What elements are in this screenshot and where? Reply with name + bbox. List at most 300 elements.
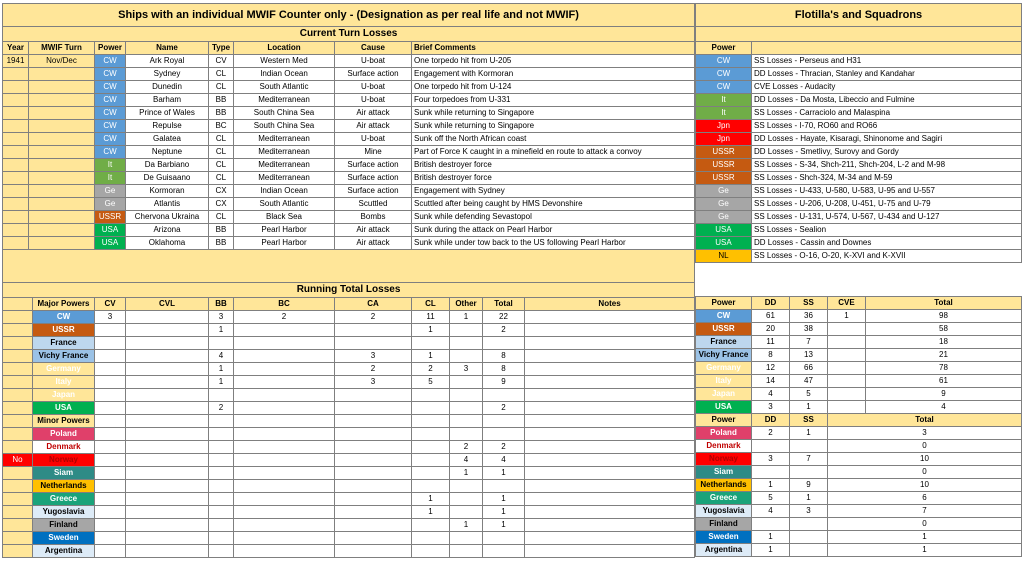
flot-total-cell[interactable]: 7 [828,505,1022,518]
flotilla-desc-cell[interactable]: DD Losses - Cassin and Downes [752,237,1022,250]
flot-power-cell[interactable]: Denmark [696,440,752,453]
run-other-cell[interactable] [450,337,483,350]
run-minor-cell-3[interactable] [234,454,335,467]
col-header-7[interactable]: Brief Comments [412,42,695,55]
run-total-cell[interactable] [483,337,525,350]
notes-cell[interactable] [525,480,695,493]
ship-name-cell[interactable]: Atlantis [126,198,209,211]
minor-header[interactable]: Minor Powers [33,415,95,428]
run-cl-cell[interactable]: 2 [412,363,450,376]
run-header-4[interactable]: BC [234,298,335,311]
flotilla-desc-cell[interactable]: SS Losses - U-433, U-580, U-583, U-95 and U-557 [752,185,1022,198]
run-cv-cell[interactable] [95,324,126,337]
flot-dd-cell[interactable] [752,440,790,453]
run-bb-cell[interactable]: 3 [209,311,234,324]
run-power-cell[interactable]: Greece [33,493,95,506]
power-cell[interactable]: USSR [95,211,126,224]
cause-cell[interactable]: U-boat [335,55,412,68]
ship-name-cell[interactable]: Prince of Wales [126,107,209,120]
location-cell[interactable]: Mediterranean [234,159,335,172]
flot-power-cell[interactable]: Siam [696,466,752,479]
cause-cell[interactable]: Surface action [335,68,412,81]
year-cell[interactable] [3,159,29,172]
ship-name-cell[interactable]: Dunedin [126,81,209,94]
flotilla-power-cell[interactable]: CW [696,81,752,94]
turn-cell[interactable] [29,172,95,185]
flot-total-cell[interactable]: 1 [828,544,1022,557]
power-cell[interactable]: It [95,159,126,172]
power-cell[interactable]: CW [95,55,126,68]
turn-cell[interactable]: Nov/Dec [29,55,95,68]
flot-dd-cell[interactable]: 5 [752,492,790,505]
ship-type-cell[interactable]: BB [209,224,234,237]
flag-cell[interactable] [3,506,33,519]
year-cell[interactable] [3,146,29,159]
run-minor-cell-5[interactable] [412,441,450,454]
flot-cve-cell[interactable]: 1 [828,310,866,323]
flot-power-cell[interactable]: USA [696,401,752,414]
flag-cell[interactable] [3,493,33,506]
flot-total-cell[interactable]: 58 [866,323,1022,336]
flot-cve-cell[interactable] [828,336,866,349]
flotilla-desc-header[interactable] [752,42,1022,55]
flag-cell[interactable] [3,467,33,480]
year-cell[interactable] [3,120,29,133]
location-cell[interactable]: Mediterranean [234,94,335,107]
run-minor-cell-1[interactable] [126,545,209,558]
run-minor-cell-0[interactable] [95,506,126,519]
ship-type-cell[interactable]: CL [209,211,234,224]
ship-name-cell[interactable]: Chervona Ukraina [126,211,209,224]
run-minor-cell-5[interactable] [412,467,450,480]
run-minor-cell-7[interactable] [483,480,525,493]
comment-cell[interactable]: Sunk while under tow back to the US following Pearl Harbor [412,237,695,250]
flot-power-cell[interactable]: USSR [696,323,752,336]
minor-header-blank[interactable] [483,415,525,428]
ship-type-cell[interactable]: CL [209,68,234,81]
flot-dd-cell[interactable]: 12 [752,362,790,375]
run-cv-cell[interactable] [95,363,126,376]
flotilla-desc-cell[interactable]: SS Losses - O-16, O-20, K-XVI and K-XVII [752,250,1022,263]
flot-total-cell[interactable]: 9 [866,388,1022,401]
run-minor-cell-6[interactable]: 1 [450,467,483,480]
flot-total-cell[interactable]: 0 [828,518,1022,531]
run-minor-cell-0[interactable] [95,480,126,493]
turn-cell[interactable] [29,198,95,211]
flotilla-power-cell[interactable]: It [696,107,752,120]
flot-power-cell[interactable]: Japan [696,388,752,401]
flot-total-cell[interactable]: 0 [828,466,1022,479]
run-cl-cell[interactable]: 1 [412,324,450,337]
minor-header-blank[interactable] [95,415,126,428]
turn-cell[interactable] [29,185,95,198]
minor-header-blank[interactable] [234,415,335,428]
run-ca-cell[interactable]: 3 [335,350,412,363]
run-other-cell[interactable]: 3 [450,363,483,376]
location-cell[interactable]: Pearl Harbor [234,237,335,250]
run-bb-cell[interactable] [209,337,234,350]
run-minor-cell-1[interactable] [126,480,209,493]
flot-dd-cell[interactable]: 4 [752,505,790,518]
flag-cell[interactable] [3,324,33,337]
cause-cell[interactable]: Surface action [335,172,412,185]
location-cell[interactable]: Western Med [234,55,335,68]
flag-cell[interactable] [3,532,33,545]
run-minor-cell-5[interactable] [412,545,450,558]
flot-ss-cell[interactable]: 1 [790,427,828,440]
flotilla-power-cell[interactable]: Ge [696,211,752,224]
run-ca-cell[interactable] [335,337,412,350]
flag-cell[interactable] [3,402,33,415]
year-cell[interactable] [3,211,29,224]
run-cv-cell[interactable] [95,376,126,389]
comment-cell[interactable]: British destroyer force [412,159,695,172]
cause-cell[interactable]: Air attack [335,107,412,120]
run-power-cell[interactable]: Japan [33,389,95,402]
notes-cell[interactable] [525,519,695,532]
location-cell[interactable]: Black Sea [234,211,335,224]
year-cell[interactable] [3,224,29,237]
run-minor-cell-7[interactable]: 1 [483,519,525,532]
run-minor-cell-2[interactable] [209,493,234,506]
notes-cell[interactable] [525,311,695,324]
comment-cell[interactable]: Four torpedoes from U-331 [412,94,695,107]
flotilla-power-cell[interactable]: CW [696,55,752,68]
ship-type-cell[interactable]: CX [209,198,234,211]
year-cell[interactable] [3,94,29,107]
run-header-0[interactable]: Major Powers [33,298,95,311]
flotilla-desc-cell[interactable]: DD Losses - Hayate, Kisaragi, Shinonome and Sagiri [752,133,1022,146]
run-minor-cell-0[interactable] [95,532,126,545]
flot-minor-header-1[interactable]: DD [752,414,790,427]
run-minor-cell-3[interactable] [234,493,335,506]
ship-name-cell[interactable]: Oklahoma [126,237,209,250]
run-minor-cell-1[interactable] [126,519,209,532]
run-cl-cell[interactable] [412,337,450,350]
flot-ss-cell[interactable]: 66 [790,362,828,375]
flot-power-cell[interactable]: Vichy France [696,349,752,362]
run-bb-cell[interactable]: 2 [209,402,234,415]
run-minor-cell-7[interactable]: 2 [483,441,525,454]
run-cvl-cell[interactable] [126,324,209,337]
turn-cell[interactable] [29,81,95,94]
minor-header-blank[interactable] [525,415,695,428]
run-bb-cell[interactable]: 4 [209,350,234,363]
year-cell[interactable] [3,133,29,146]
run-other-cell[interactable] [450,402,483,415]
run-total-cell[interactable]: 8 [483,350,525,363]
run-minor-cell-2[interactable] [209,519,234,532]
flot-cve-cell[interactable] [828,401,866,414]
flot-header-4[interactable]: Total [866,297,1022,310]
flotilla-power-cell[interactable]: Jpn [696,120,752,133]
flot-ss-cell[interactable]: 38 [790,323,828,336]
run-minor-cell-7[interactable]: 1 [483,467,525,480]
flotilla-desc-cell[interactable]: DD Losses - Da Mosta, Libeccio and Fulmine [752,94,1022,107]
flot-dd-cell[interactable]: 3 [752,401,790,414]
run-minor-cell-1[interactable] [126,506,209,519]
run-cl-cell[interactable]: 5 [412,376,450,389]
flotilla-desc-cell[interactable]: SS Losses - Perseus and H31 [752,55,1022,68]
flot-ss-cell[interactable]: 5 [790,388,828,401]
run-bc-cell[interactable] [234,324,335,337]
run-minor-cell-0[interactable] [95,467,126,480]
flot-total-cell[interactable]: 98 [866,310,1022,323]
run-minor-cell-2[interactable] [209,506,234,519]
comment-cell[interactable]: British destroyer force [412,172,695,185]
flot-power-cell[interactable]: Greece [696,492,752,505]
flot-ss-cell[interactable] [790,544,828,557]
flot-total-cell[interactable]: 3 [828,427,1022,440]
flag-cell[interactable] [3,337,33,350]
comment-cell[interactable]: Sunk while returning to Singapore [412,120,695,133]
flot-ss-cell[interactable]: 47 [790,375,828,388]
flot-dd-cell[interactable]: 3 [752,453,790,466]
flag-cell[interactable] [3,441,33,454]
flotilla-desc-cell[interactable]: DD Losses - Thracian, Stanley and Kandahar [752,68,1022,81]
col-header-1[interactable]: MWIF Turn [29,42,95,55]
power-cell[interactable]: CW [95,133,126,146]
run-bb-cell[interactable]: 1 [209,324,234,337]
run-power-cell[interactable]: Siam [33,467,95,480]
run-cv-cell[interactable]: 3 [95,311,126,324]
run-power-cell[interactable]: Argentina [33,545,95,558]
run-power-cell[interactable]: Vichy France [33,350,95,363]
cause-cell[interactable]: U-boat [335,94,412,107]
run-minor-cell-2[interactable] [209,467,234,480]
flot-ss-cell[interactable] [790,440,828,453]
flot-dd-cell[interactable]: 2 [752,427,790,440]
run-minor-cell-5[interactable]: 1 [412,506,450,519]
location-cell[interactable]: Indian Ocean [234,68,335,81]
run-minor-cell-3[interactable] [234,545,335,558]
col-header-2[interactable]: Power [95,42,126,55]
flot-header-0[interactable]: Power [696,297,752,310]
run-ca-cell[interactable] [335,389,412,402]
run-minor-cell-4[interactable] [335,519,412,532]
ship-name-cell[interactable]: Ark Royal [126,55,209,68]
notes-cell[interactable] [525,441,695,454]
flot-ss-cell[interactable]: 9 [790,479,828,492]
run-minor-cell-1[interactable] [126,467,209,480]
location-cell[interactable]: Mediterranean [234,133,335,146]
ship-type-cell[interactable]: BC [209,120,234,133]
flag-cell[interactable] [3,428,33,441]
flag-cell[interactable] [3,545,33,558]
ship-type-cell[interactable]: CL [209,172,234,185]
flotilla-desc-cell[interactable]: CVE Losses - Audacity [752,81,1022,94]
comment-cell[interactable]: Sunk off the North African coast [412,133,695,146]
flot-total-cell[interactable]: 6 [828,492,1022,505]
run-cvl-cell[interactable] [126,363,209,376]
run-other-cell[interactable]: 1 [450,311,483,324]
turn-cell[interactable] [29,107,95,120]
location-cell[interactable]: South Atlantic [234,81,335,94]
run-minor-cell-1[interactable] [126,454,209,467]
ship-type-cell[interactable]: CX [209,185,234,198]
ship-name-cell[interactable]: Neptune [126,146,209,159]
location-cell[interactable]: Mediterranean [234,146,335,159]
ship-type-cell[interactable]: BB [209,107,234,120]
ship-name-cell[interactable]: Sydney [126,68,209,81]
flot-dd-cell[interactable]: 11 [752,336,790,349]
col-header-3[interactable]: Name [126,42,209,55]
ship-name-cell[interactable]: Kormoran [126,185,209,198]
year-cell[interactable] [3,172,29,185]
run-power-cell[interactable]: Yugoslavia [33,506,95,519]
location-cell[interactable]: Mediterranean [234,172,335,185]
run-other-cell[interactable] [450,350,483,363]
flotilla-desc-cell[interactable]: SS Losses - I-70, RO60 and RO66 [752,120,1022,133]
run-header-1[interactable]: CV [95,298,126,311]
flot-header-2[interactable]: SS [790,297,828,310]
run-minor-cell-2[interactable] [209,532,234,545]
flot-power-cell[interactable]: Yugoslavia [696,505,752,518]
ship-type-cell[interactable]: CL [209,133,234,146]
run-other-cell[interactable] [450,389,483,402]
comment-cell[interactable]: Engagement with Kormoran [412,68,695,81]
flot-cve-cell[interactable] [828,362,866,375]
flotilla-desc-cell[interactable]: SS Losses - S-34, Shch-211, Shch-204, L-2 and M-98 [752,159,1022,172]
year-cell[interactable] [3,107,29,120]
run-bc-cell[interactable] [234,389,335,402]
blank-area[interactable] [3,250,695,285]
flot-power-cell[interactable]: Poland [696,427,752,440]
run-minor-cell-0[interactable] [95,428,126,441]
run-total-cell[interactable]: 9 [483,376,525,389]
run-header-5[interactable]: CA [335,298,412,311]
ship-name-cell[interactable]: Barham [126,94,209,107]
power-cell[interactable]: CW [95,146,126,159]
flotilla-power-cell[interactable]: USSR [696,172,752,185]
flot-power-cell[interactable]: CW [696,310,752,323]
run-power-cell[interactable]: CW [33,311,95,324]
flot-ss-cell[interactable]: 7 [790,336,828,349]
flag-cell[interactable] [3,415,33,428]
run-minor-cell-6[interactable]: 1 [450,519,483,532]
flag-cell[interactable] [3,363,33,376]
run-bc-cell[interactable]: 2 [234,311,335,324]
run-ca-cell[interactable] [335,402,412,415]
run-total-cell[interactable]: 22 [483,311,525,324]
notes-cell[interactable] [525,363,695,376]
run-minor-cell-1[interactable] [126,428,209,441]
flag-cell[interactable] [3,519,33,532]
turn-cell[interactable] [29,68,95,81]
flot-cve-cell[interactable] [828,349,866,362]
flotilla-power-cell[interactable]: USA [696,237,752,250]
flot-ss-cell[interactable]: 1 [790,401,828,414]
flotilla-desc-cell[interactable]: SS Losses - U-206, U-208, U-451, U-75 and U-79 [752,198,1022,211]
run-cl-cell[interactable]: 11 [412,311,450,324]
flot-total-cell[interactable]: 10 [828,479,1022,492]
run-minor-cell-2[interactable] [209,545,234,558]
flot-total-cell[interactable]: 4 [866,401,1022,414]
run-power-cell[interactable]: USSR [33,324,95,337]
flot-cve-cell[interactable] [828,388,866,401]
run-power-cell[interactable]: Sweden [33,532,95,545]
flot-header-3[interactable]: CVE [828,297,866,310]
comment-cell[interactable]: Part of Force K caught in a minefield en route to attack a convoy [412,146,695,159]
year-cell[interactable] [3,198,29,211]
flotilla-desc-cell[interactable]: SS Losses - Shch-324, M-34 and M-59 [752,172,1022,185]
run-cvl-cell[interactable] [126,350,209,363]
run-cv-cell[interactable] [95,402,126,415]
year-cell[interactable] [3,185,29,198]
run-power-cell[interactable]: Denmark [33,441,95,454]
cause-cell[interactable]: Mine [335,146,412,159]
flot-dd-cell[interactable]: 8 [752,349,790,362]
flot-total-cell[interactable]: 1 [828,531,1022,544]
flot-total-cell[interactable]: 10 [828,453,1022,466]
flot-minor-header-2[interactable]: SS [790,414,828,427]
turn-cell[interactable] [29,211,95,224]
ship-type-cell[interactable]: CL [209,81,234,94]
flot-power-cell[interactable]: Sweden [696,531,752,544]
flot-dd-cell[interactable] [752,466,790,479]
run-bc-cell[interactable] [234,337,335,350]
run-minor-cell-1[interactable] [126,493,209,506]
flot-power-cell[interactable]: Netherlands [696,479,752,492]
run-minor-cell-4[interactable] [335,480,412,493]
flotilla-desc-cell[interactable]: SS Losses - Carraciolo and Malaspina [752,107,1022,120]
flag-col-header[interactable] [3,298,33,311]
year-cell[interactable] [3,237,29,250]
run-cvl-cell[interactable] [126,376,209,389]
flot-dd-cell[interactable] [752,518,790,531]
minor-header-blank[interactable] [450,415,483,428]
power-cell[interactable]: CW [95,68,126,81]
run-header-9[interactable]: Notes [525,298,695,311]
year-cell[interactable]: 1941 [3,55,29,68]
comment-cell[interactable]: One torpedo hit from U-124 [412,81,695,94]
run-minor-cell-3[interactable] [234,480,335,493]
flotilla-power-cell[interactable]: NL [696,250,752,263]
flotilla-power-cell[interactable]: It [696,94,752,107]
run-minor-cell-7[interactable]: 1 [483,506,525,519]
ship-name-cell[interactable]: Arizona [126,224,209,237]
ship-name-cell[interactable]: Galatea [126,133,209,146]
flot-total-cell[interactable]: 21 [866,349,1022,362]
run-minor-cell-6[interactable] [450,532,483,545]
notes-cell[interactable] [525,376,695,389]
run-minor-cell-7[interactable]: 4 [483,454,525,467]
flot-dd-cell[interactable]: 4 [752,388,790,401]
run-minor-cell-0[interactable] [95,545,126,558]
flot-ss-cell[interactable]: 36 [790,310,828,323]
run-minor-cell-4[interactable] [335,506,412,519]
run-minor-cell-4[interactable] [335,428,412,441]
turn-cell[interactable] [29,94,95,107]
run-minor-cell-4[interactable] [335,532,412,545]
minor-header-blank[interactable] [335,415,412,428]
cause-cell[interactable]: Air attack [335,237,412,250]
cause-cell[interactable]: Bombs [335,211,412,224]
run-total-cell[interactable]: 2 [483,402,525,415]
run-minor-cell-7[interactable]: 1 [483,493,525,506]
run-minor-cell-2[interactable] [209,428,234,441]
turn-cell[interactable] [29,224,95,237]
ship-type-cell[interactable]: CL [209,146,234,159]
run-minor-cell-3[interactable] [234,506,335,519]
power-cell[interactable]: CW [95,107,126,120]
run-minor-cell-6[interactable] [450,428,483,441]
flotilla-power-cell[interactable]: Ge [696,198,752,211]
run-minor-cell-5[interactable] [412,480,450,493]
notes-cell[interactable] [525,467,695,480]
power-cell[interactable]: CW [95,81,126,94]
run-minor-cell-4[interactable] [335,545,412,558]
